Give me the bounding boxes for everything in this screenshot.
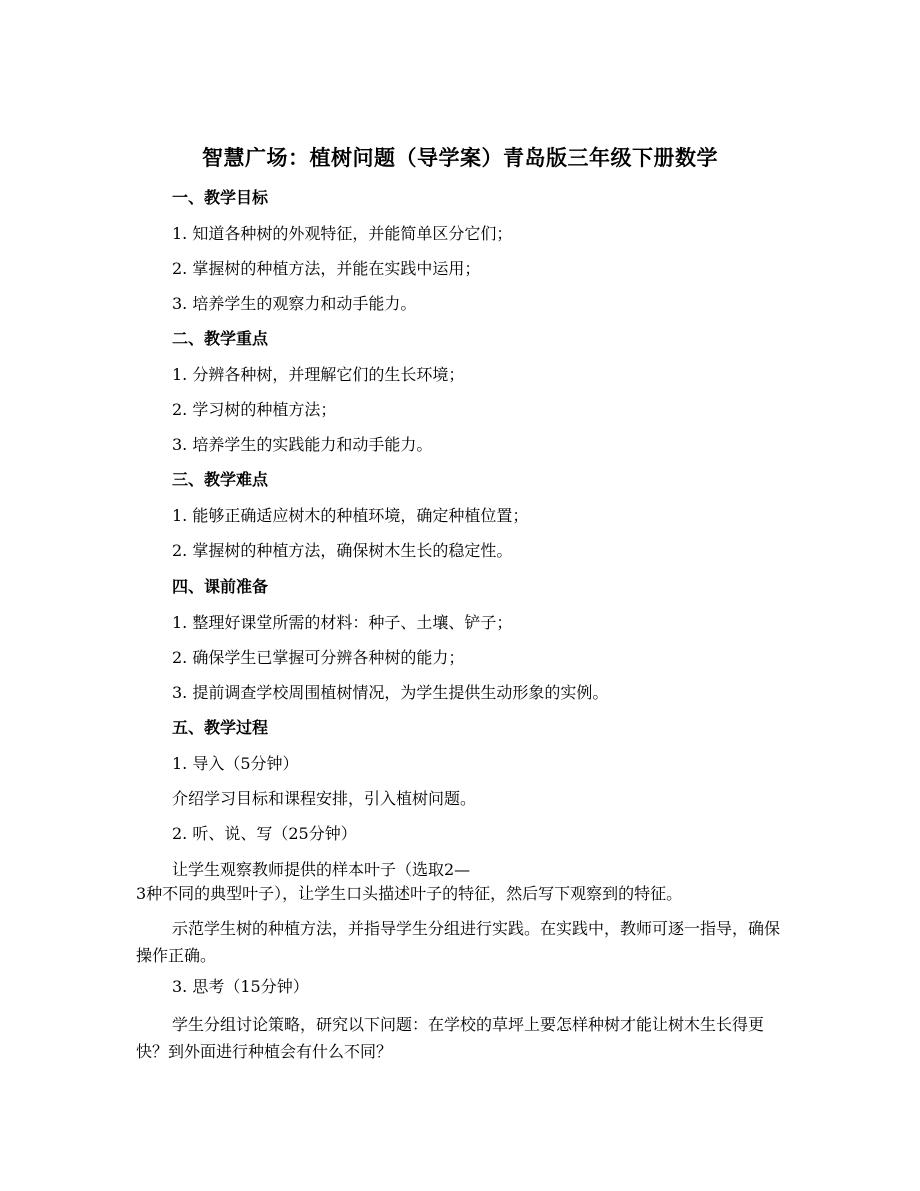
section-heading-process: 五、教学过程	[172, 718, 269, 737]
goal-item-2: 2. 掌握树的种植方法，并能在实践中运用；	[172, 259, 481, 278]
preparation-item-2: 2. 确保学生已掌握可分辨各种树的能力；	[172, 648, 465, 667]
process-step-1-text: 介绍学习目标和课程安排，引入植树问题。	[172, 789, 477, 808]
process-step-3-text: 学生分组讨论策略，研究以下问题：在学校的草坪上要怎样种树才能让树木生长得更快？到外面进行种植会有什么不同？	[136, 1015, 765, 1061]
key-point-item-3: 3. 培养学生的实践能力和动手能力。	[172, 435, 433, 454]
key-point-item-1: 1. 分辨各种树，并理解它们的生长环境；	[172, 365, 465, 384]
process-step-3-title: 3. 思考（15分钟）	[172, 977, 309, 996]
document-title: 智慧广场：植树问题（导学案）青岛版三年级下册数学	[202, 146, 718, 170]
preparation-item-3: 3. 提前调查学校周围植树情况，为学生提供生动形象的实例。	[172, 683, 609, 702]
section-heading-key-points: 二、教学重点	[172, 329, 269, 348]
section-heading-difficulties: 三、教学难点	[172, 470, 269, 489]
difficulty-item-1: 1. 能够正确适应树木的种植环境，确定种植位置；	[172, 506, 529, 525]
section-heading-preparation: 四、课前准备	[172, 577, 269, 596]
process-step-1-title: 1. 导入（5分钟）	[172, 754, 299, 773]
process-step-2-title: 2. 听、说、写（25分钟）	[172, 824, 357, 843]
section-heading-goals: 一、教学目标	[172, 188, 269, 207]
goal-item-1: 1. 知道各种树的外观特征，并能简单区分它们；	[172, 224, 513, 243]
process-step-2-text-a-line-2: 3种不同的典型叶子），让学生口头描述叶子的特征，然后写下观察到的特征。	[136, 884, 683, 903]
key-point-item-2: 2. 学习树的种植方法；	[172, 400, 337, 419]
goal-item-3: 3. 培养学生的观察力和动手能力。	[172, 294, 417, 313]
process-step-2-text-b: 示范学生树的种植方法，并指导学生分组进行实践。在实践中，教师可逐一指导，确保操作正确。	[136, 919, 781, 965]
preparation-item-1: 1. 整理好课堂所需的材料：种子、土壤、铲子；	[172, 613, 513, 632]
difficulty-item-2: 2. 掌握树的种植方法，确保树木生长的稳定性。	[172, 541, 513, 560]
process-step-2-text-a-line-1: 让学生观察教师提供的样本叶子（选取2—	[172, 860, 471, 879]
